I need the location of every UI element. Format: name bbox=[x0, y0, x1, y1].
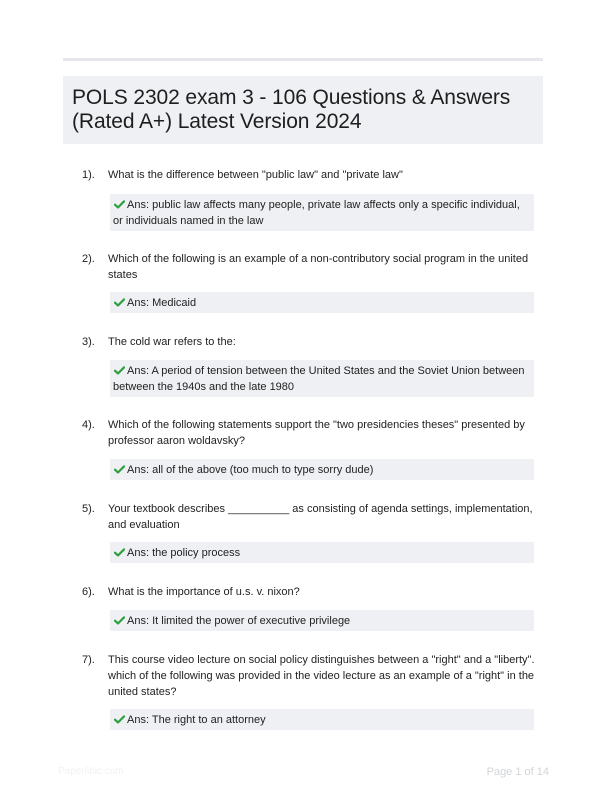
answer-text: Medicaid bbox=[152, 297, 197, 309]
top-divider bbox=[63, 58, 543, 61]
question-number: 3). bbox=[82, 336, 95, 348]
title-banner bbox=[63, 76, 543, 144]
question-number: 1). bbox=[82, 169, 95, 181]
answer-box bbox=[110, 709, 534, 730]
answer-text: A period of tension between the United States and the Soviet Union between between the 1940s and the late 1980 bbox=[113, 365, 525, 393]
answer-box bbox=[110, 459, 534, 480]
answer-prefix: Ans: bbox=[127, 365, 150, 377]
question-text: This course video lecture on social policy distinguishes between a "right" and a "liberty". which of the following was provided in the video lecture as an example of a "right" in the united states? bbox=[108, 654, 535, 698]
answer-text: The right to an attorney bbox=[151, 714, 266, 726]
answer-prefix: Ans: bbox=[127, 547, 150, 559]
question-number: 7). bbox=[82, 654, 95, 666]
answer-box bbox=[110, 610, 534, 631]
answer-text: public law affects many people, private law affects only a specific individual, or individuals named in the law bbox=[113, 199, 520, 227]
answer-prefix: Ans: bbox=[127, 297, 150, 309]
check-icon bbox=[114, 465, 125, 474]
question-number: 2). bbox=[82, 253, 95, 265]
check-icon bbox=[114, 200, 125, 209]
check-icon bbox=[114, 616, 125, 625]
check-icon bbox=[114, 298, 125, 307]
question-number: 5). bbox=[82, 503, 95, 515]
check-icon bbox=[114, 715, 125, 724]
question-text: What is the importance of u.s. v. nixon? bbox=[108, 586, 300, 598]
question-text: The cold war refers to the: bbox=[108, 336, 236, 348]
answer-prefix: Ans: bbox=[127, 464, 150, 476]
question-text: Which of the following statements support the "two presidencies theses" presented by professor aaron woldavsky? bbox=[108, 419, 525, 447]
answer-prefix: Ans: bbox=[127, 615, 150, 627]
answer-prefix: Ans: bbox=[127, 714, 150, 726]
question-number: 6). bbox=[82, 586, 95, 598]
check-icon bbox=[114, 548, 125, 557]
question-text: Your textbook describes __________ as consisting of agenda settings, implementation, and evaluation bbox=[108, 503, 533, 531]
footer-watermark: Paperlibic.com bbox=[58, 766, 124, 777]
answer-box bbox=[110, 292, 534, 313]
page-indicator: Page 1 of 14 bbox=[486, 766, 549, 778]
document-title: POLS 2302 exam 3 - 106 Questions & Answers (Rated A+) Latest Version 2024 bbox=[72, 86, 511, 133]
question-number: 4). bbox=[82, 419, 95, 431]
check-icon bbox=[114, 366, 125, 375]
question-text: Which of the following is an example of a non-contributory social program in the united states bbox=[108, 253, 529, 281]
answer-text: It limited the power of executive privilege bbox=[152, 615, 351, 627]
answer-box bbox=[110, 542, 534, 563]
answer-box bbox=[110, 194, 534, 231]
question-text: What is the difference between "public law" and "private law" bbox=[108, 169, 403, 181]
answer-text: the policy process bbox=[152, 547, 241, 559]
answer-prefix: Ans: bbox=[127, 199, 150, 211]
answer-text: all of the above (too much to type sorry dude) bbox=[152, 464, 374, 476]
answer-box bbox=[110, 360, 534, 397]
